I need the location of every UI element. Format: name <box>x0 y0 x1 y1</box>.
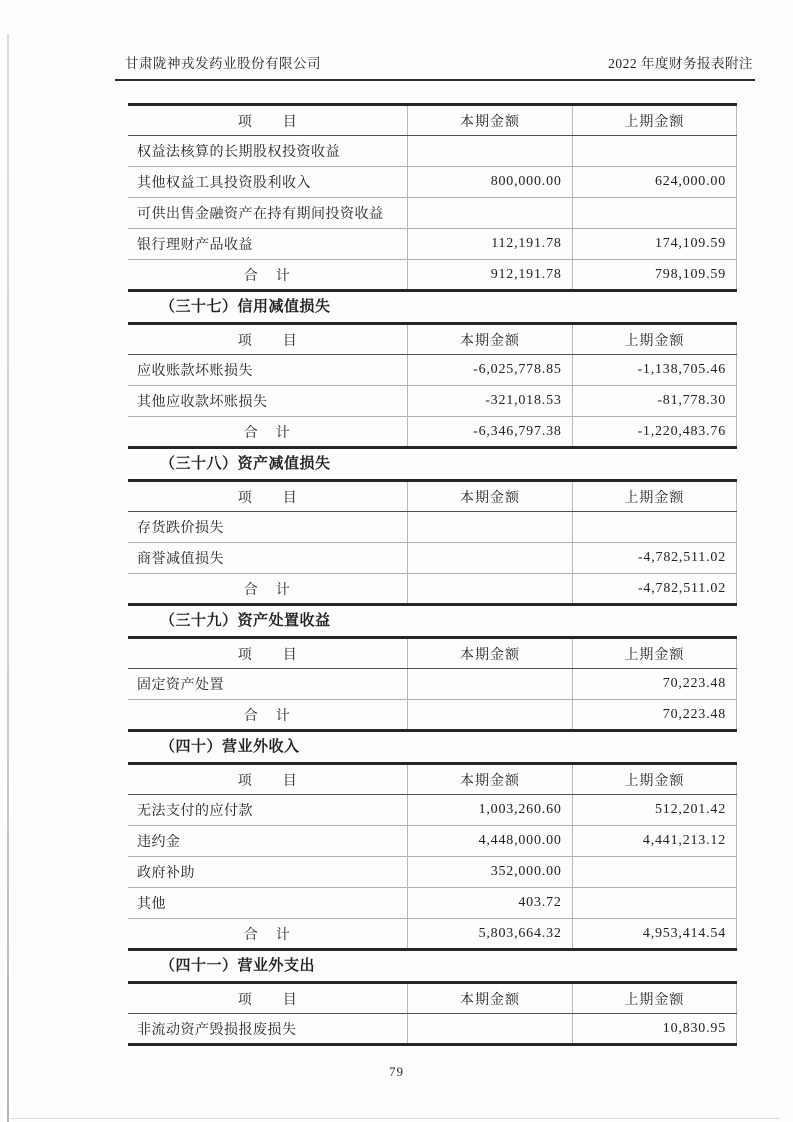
prior-amount-cell: -4,782,511.02 <box>572 543 736 574</box>
row-label-cell: 合 计 <box>243 927 292 943</box>
column-header-item: 项 目 <box>128 105 408 136</box>
row-label-cell: 可供出售金融资产在持有期间投资收益 <box>137 207 384 222</box>
table-row <box>128 355 737 386</box>
financial-table <box>128 636 737 732</box>
prior-amount-cell: 624,000.00 <box>572 167 736 198</box>
table-row <box>128 543 737 574</box>
table-row <box>128 386 737 417</box>
section-heading: （四十一）营业外支出 <box>160 958 316 974</box>
prior-amount-cell: 4,441,213.12 <box>572 826 736 857</box>
financial-table <box>128 762 737 951</box>
column-header-current: 本期金额 <box>408 638 572 669</box>
section-heading: （四十）营业外收入 <box>160 739 300 755</box>
financial-table <box>128 322 737 449</box>
row-label-cell: 无法支付的应付款 <box>137 804 253 819</box>
scan-edge-artifact <box>7 34 9 1122</box>
section-heading: （三十八）资产减值损失 <box>160 456 331 472</box>
prior-amount-cell <box>572 136 736 167</box>
prior-amount-cell: -1,220,483.76 <box>572 417 736 448</box>
current-amount-cell: -6,025,778.85 <box>408 355 572 386</box>
report-body <box>115 103 755 1046</box>
column-header-item: 项 目 <box>128 324 408 355</box>
row-label-cell: 合 计 <box>243 425 292 441</box>
current-amount-cell: 403.72 <box>408 888 572 919</box>
table-header-row <box>128 764 737 795</box>
table-header-row <box>128 105 737 136</box>
prior-amount-cell: 10,830.95 <box>572 1014 736 1045</box>
current-amount-cell <box>408 136 572 167</box>
table-row <box>128 1014 737 1045</box>
table-row <box>128 229 737 260</box>
table-row <box>128 857 737 888</box>
current-amount-cell: 4,448,000.00 <box>408 826 572 857</box>
row-label-cell: 存货跌价损失 <box>137 521 224 536</box>
column-header-prior: 上期金额 <box>572 764 736 795</box>
current-amount-cell <box>408 669 572 700</box>
row-label-cell: 应收账款坏账损失 <box>137 364 253 379</box>
current-amount-cell: 1,003,260.60 <box>408 795 572 826</box>
current-amount-cell <box>408 700 572 731</box>
prior-amount-cell <box>572 198 736 229</box>
column-header-prior: 上期金额 <box>572 638 736 669</box>
row-label-cell: 合 计 <box>243 708 292 724</box>
report-title: 2022 年度财务报表附注 <box>608 56 753 71</box>
current-amount-cell: -321,018.53 <box>408 386 572 417</box>
prior-amount-cell: 798,109.59 <box>572 260 736 291</box>
prior-amount-cell: 70,223.48 <box>572 700 736 731</box>
financial-table <box>128 479 737 606</box>
current-amount-cell <box>408 1014 572 1045</box>
prior-amount-cell: -4,782,511.02 <box>572 574 736 605</box>
prior-amount-cell: -1,138,705.46 <box>572 355 736 386</box>
table-row <box>128 826 737 857</box>
row-label-cell: 商誉减值损失 <box>137 552 224 567</box>
scan-edge-artifact <box>10 1118 780 1119</box>
table-row <box>128 198 737 229</box>
column-header-item: 项 目 <box>128 983 408 1014</box>
table-row <box>128 669 737 700</box>
column-header-current: 本期金额 <box>408 324 572 355</box>
column-header-item: 项 目 <box>128 638 408 669</box>
column-header-prior: 上期金额 <box>572 983 736 1014</box>
table-row <box>128 167 737 198</box>
table-row <box>128 700 737 731</box>
column-header-prior: 上期金额 <box>572 105 736 136</box>
prior-amount-cell: 174,109.59 <box>572 229 736 260</box>
prior-amount-cell: 70,223.48 <box>572 669 736 700</box>
row-label-cell: 非流动资产毁损报废损失 <box>137 1022 297 1038</box>
column-header-prior: 上期金额 <box>572 324 736 355</box>
table-header-row <box>128 481 737 512</box>
column-header-current: 本期金额 <box>408 105 572 136</box>
section-heading: （三十七）信用减值损失 <box>160 299 331 315</box>
prior-amount-cell <box>572 857 736 888</box>
prior-amount-cell: 4,953,414.54 <box>572 919 736 950</box>
table-header-row <box>128 983 737 1014</box>
column-header-current: 本期金额 <box>408 764 572 795</box>
row-label-cell: 其他应收款坏账损失 <box>137 395 268 410</box>
table-header-row <box>128 638 737 669</box>
prior-amount-cell <box>572 888 736 919</box>
current-amount-cell: 5,803,664.32 <box>408 919 572 950</box>
current-amount-cell <box>408 543 572 574</box>
row-label-cell: 固定资产处置 <box>137 678 224 693</box>
current-amount-cell: -6,346,797.38 <box>408 417 572 448</box>
current-amount-cell <box>408 574 572 605</box>
document-header <box>115 0 755 81</box>
section-heading: （三十九）资产处置收益 <box>160 613 331 629</box>
column-header-current: 本期金额 <box>408 983 572 1014</box>
row-label-cell: 政府补助 <box>137 866 195 881</box>
row-label-cell: 合 计 <box>243 268 292 284</box>
current-amount-cell: 912,191.78 <box>408 260 572 291</box>
company-name: 甘肃陇神戎发药业股份有限公司 <box>125 56 321 71</box>
current-amount-cell <box>408 198 572 229</box>
table-row <box>128 417 737 448</box>
table-row <box>128 512 737 543</box>
page-footer <box>0 1064 793 1080</box>
financial-table <box>128 103 737 292</box>
current-amount-cell: 112,191.78 <box>408 229 572 260</box>
financial-table <box>128 981 737 1046</box>
prior-amount-cell: -81,778.30 <box>572 386 736 417</box>
row-label-cell: 银行理财产品收益 <box>137 238 253 253</box>
current-amount-cell: 800,000.00 <box>408 167 572 198</box>
column-header-prior: 上期金额 <box>572 481 736 512</box>
page-content <box>115 0 755 1046</box>
table-row <box>128 795 737 826</box>
current-amount-cell: 352,000.00 <box>408 857 572 888</box>
page-number: 79 <box>389 1064 404 1079</box>
column-header-item: 项 目 <box>128 481 408 512</box>
table-row <box>128 888 737 919</box>
prior-amount-cell: 512,201.42 <box>572 795 736 826</box>
column-header-current: 本期金额 <box>408 481 572 512</box>
table-row <box>128 260 737 291</box>
row-label-cell: 其他 <box>137 897 166 912</box>
row-label-cell: 合 计 <box>243 582 292 598</box>
table-header-row <box>128 324 737 355</box>
row-label-cell: 权益法核算的长期股权投资收益 <box>137 145 340 160</box>
table-row <box>128 136 737 167</box>
column-header-item: 项 目 <box>128 764 408 795</box>
row-label-cell: 违约金 <box>137 835 181 850</box>
table-row <box>128 919 737 950</box>
table-row <box>128 574 737 605</box>
prior-amount-cell <box>572 512 736 543</box>
current-amount-cell <box>408 512 572 543</box>
row-label-cell: 其他权益工具投资股利收入 <box>137 176 311 191</box>
